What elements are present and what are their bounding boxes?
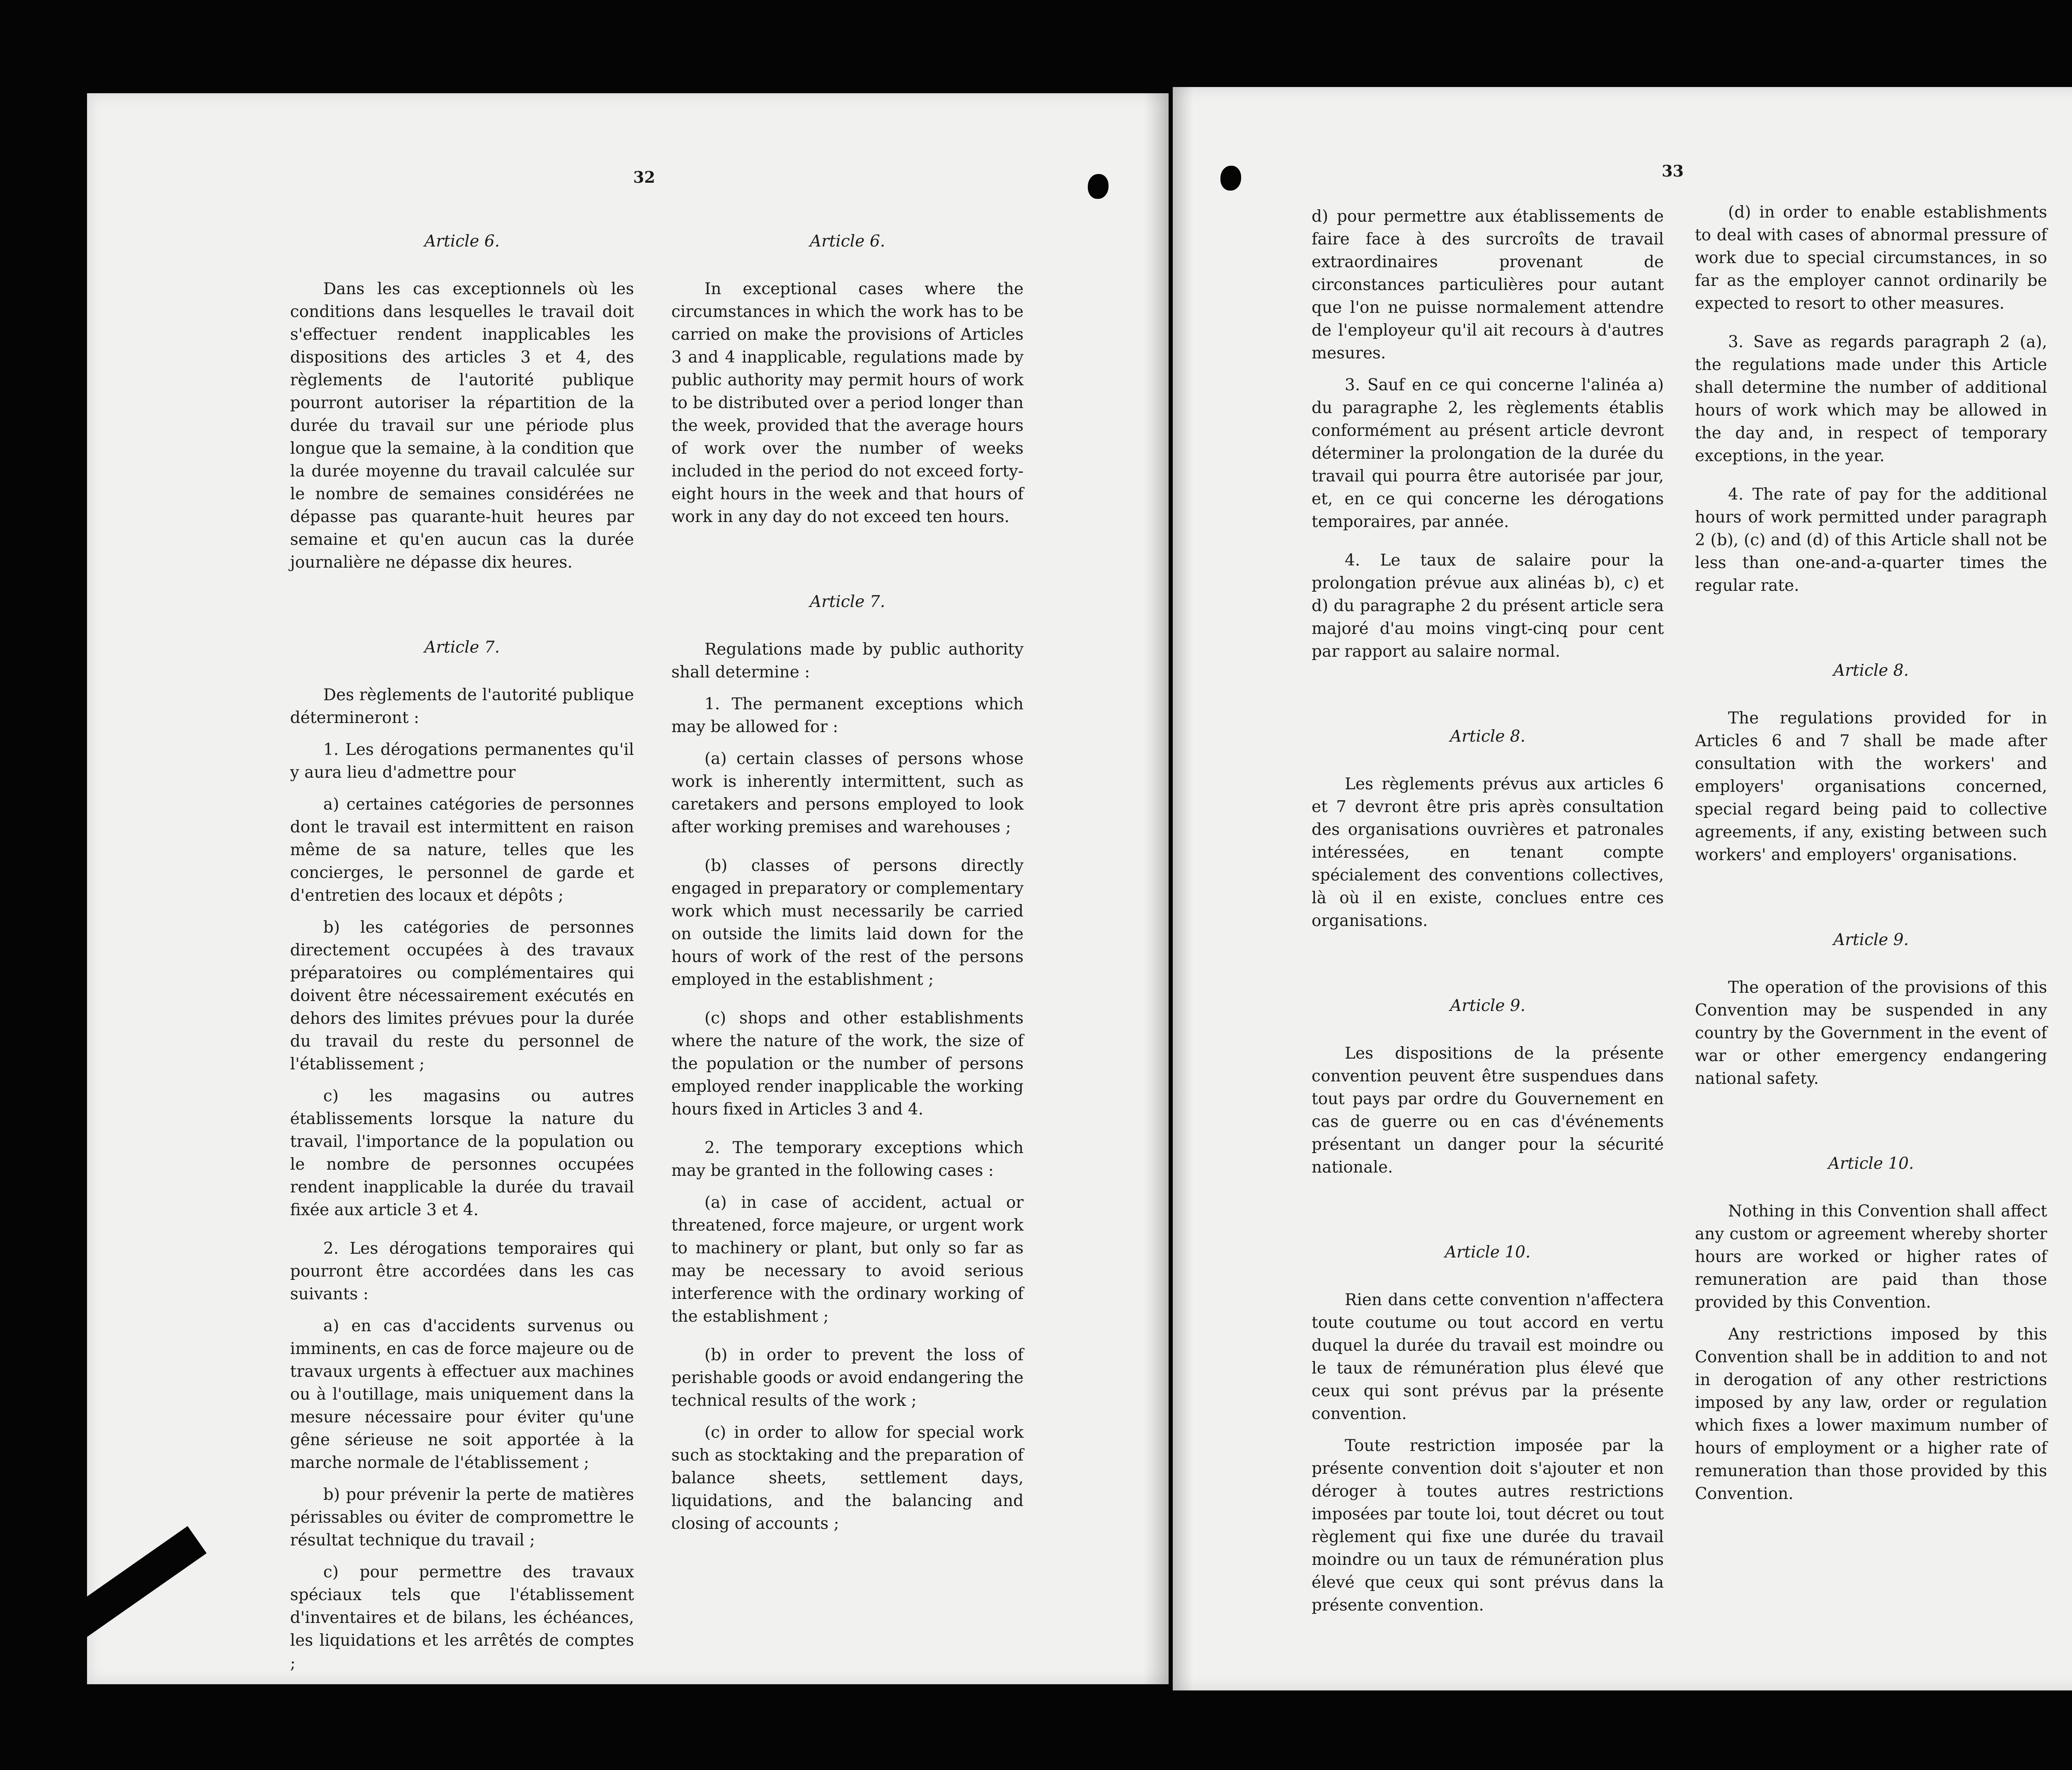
page-number-left: 32 [633, 168, 655, 186]
article-heading: Article 10. [1445, 1243, 1531, 1262]
english-column-right [1695, 201, 2047, 1514]
paragraph: 1. Les dérogations permanentes qu'il y aura lieu d'admettre pour [290, 740, 634, 782]
paragraph: Dans les cas exceptionnels où les conditions dans lesquelles le travail doit s'effectuer rendent inapplicables les dispositions des articles 3 et 4, des règlements de l'autorité publique pourront autoriser la répartition de la durée du travail sur une période plus longue que la semaine, à la condition que la durée moyenne du travail calculée sur le nombre de semaines considérées ne dépasse pas quarante-huit heures par semaine et qu'en aucun cas la durée journalière ne dépasse dix heures. [290, 280, 634, 572]
article-heading: Article 9. [1450, 996, 1525, 1015]
paragraph: (c) shops and other establishments where the nature of the work, the size of the population or the number of persons employed render inapplicable the working hours fixed in Articles 3 and 4. [671, 1009, 1024, 1119]
paragraph: b) les catégories de personnes directement occupées à des travaux préparatoires ou complémentaires qui doivent être nécessairement exécutés en dehors des limites prévues pour la durée du travail du reste du personnel de l'établissement ; [290, 918, 634, 1074]
left-page [87, 93, 1169, 1684]
paragraph: 3. Save as regards paragraph 2 (a), the regulations made under this Article shall determine the number of additional hours of work which may be allowed in the day and, in respect of temporary exceptions, in the year. [1695, 333, 2047, 465]
paragraph: a) certaines catégories de personnes dont le travail est intermittent en raison même de sa nature, telles que les concierges, le personnel de garde et d'entretien des locaux et dépôts ; [290, 795, 634, 905]
paragraph: (c) in order to allow for special work such as stocktaking and the preparation of balance sheets, settlement days, liquidations, and the balancing and closing of accounts ; [671, 1423, 1024, 1533]
paragraph: Nothing in this Convention shall affect any custom or agreement whereby shorter hours are worked or higher rates of remuneration are paid than those provided by this Convention. [1695, 1202, 2047, 1312]
paragraph: a) en cas d'accidents survenus ou imminents, en cas de force majeure ou de travaux urgents à effectuer aux machines ou à l'outillage, mais uniquement dans la mesure nécessaire pour éviter qu'une gêne sérieuse ne soit apportée à la marche normale de l'établissement ; [290, 1317, 634, 1472]
paragraph: 2. The temporary exceptions which may be granted in the following cases : [671, 1139, 1024, 1180]
article-heading: Article 10. [1828, 1154, 1914, 1173]
article-heading: Article 7. [424, 638, 500, 657]
article-heading: Article 8. [1450, 727, 1525, 746]
article-heading: Article 6. [810, 232, 885, 251]
paragraph: 1. The permanent exceptions which may be allowed for : [671, 695, 1024, 736]
paragraph: 3. Sauf en ce qui concerne l'alinéa a) du paragraphe 2, les règlements établis conformément au présent article devront déterminer la prolongation de la durée du travail qui pourra être autorisée par jour, et, en ce qui concerne les dérogations temporaires, par année. [1312, 376, 1664, 531]
paragraph: (b) classes of persons directly engaged in preparatory or complementary work which must necessarily be carried on outside the limits laid down for the hours of work of the rest of the persons employed in the establishment ; [671, 856, 1024, 989]
english-column-left [671, 230, 1024, 1544]
paragraph: The regulations provided for in Articles 6 and 7 shall be made after consultation with the workers' and employers' organisations concerned, special regard being paid to collective agreements, if any, existing between such workers' and employers' organisations. [1695, 709, 2047, 864]
paragraph: c) pour permettre des travaux spéciaux tels que l'établissement d'inventaires et de bilans, les échéances, les liquidations et les arrêtés de comptes ; [290, 1563, 634, 1673]
paragraph: In exceptional cases where the circumstances in which the work has to be carried on make the provisions of Articles 3 and 4 inapplicable, regulations made by public authority may permit hours of work to be distributed over a period longer than the week, provided that the average hours of work over the number of weeks included in the period do not exceed forty-eight hours in the week and that hours of work in any day do not exceed ten hours. [671, 280, 1024, 526]
paragraph: Toute restriction imposée par la présente convention doit s'ajouter et non déroger à toutes autres restrictions imposées par toute loi, tout décret ou tout règlement qui fixe une durée du travail moindre ou un taux de rémunération plus élevé que ceux qui sont prévus dans la présente convention. [1312, 1436, 1664, 1615]
paragraph: 4. Le taux de salaire pour la prolongation prévue aux alinéas b), c) et d) du paragraphe 2 du présent article sera majoré d'au moins vingt-cinq pour cent par rapport au salaire normal. [1312, 551, 1664, 661]
right-page [1173, 87, 2072, 1690]
paragraph: Des règlements de l'autorité publique détermineront : [290, 686, 634, 727]
gutter-shadow [1144, 93, 1169, 1684]
paragraph: c) les magasins ou autres établissements lorsque la nature du travail, l'importance de la population ou le nombre de personnes occupées rendent inapplicable la durée du travail fixée aux article 3 et 4. [290, 1087, 634, 1219]
french-column-left [290, 230, 634, 1684]
paragraph: (d) in order to enable establishments to deal with cases of abnormal pressure of work due to special circumstances, in so far as the employer cannot ordinarily be expected to resort to other measures. [1695, 203, 2047, 313]
paragraph: (a) in case of accident, actual or threatened, force majeure, or urgent work to machinery or plant, but only so far as may be necessary to avoid serious interference with the ordinary working of the establishment ; [671, 1193, 1024, 1326]
paragraph: The operation of the provisions of this Convention may be suspended in any country by the Government in the event of war or other emergency endangering national safety. [1695, 978, 2047, 1088]
binding-hole [1088, 174, 1109, 199]
paragraph: Rien dans cette convention n'affectera toute coutume ou tout accord en vertu duquel la durée du travail est moindre ou le taux de rémunération plus élevé que ceux qui sont prévus par la présente convention. [1312, 1291, 1664, 1423]
paragraph: 4. The rate of pay for the additional hours of work permitted under paragraph 2 (b), (c) and (d) of this Article shall not be less than one-and-a-quarter times the regular rate. [1695, 485, 2047, 595]
paragraph: (b) in order to prevent the loss of perishable goods or avoid endangering the technical results of the work ; [671, 1346, 1024, 1410]
paragraph: d) pour permettre aux établissements de faire face à des surcroîts de travail extraordinaires provenant de circonstances particulières pour autant que l'on ne puisse normalement attendre de l'employeur qu'il ait recours à d'autres mesures. [1312, 207, 1664, 363]
paragraph: b) pour prévenir la perte de matières périssables ou éviter de compromettre le résultat technique du travail ; [290, 1485, 634, 1550]
gutter-shadow [1173, 87, 1193, 1690]
paragraph: Regulations made by public authority shall determine : [671, 640, 1024, 682]
paragraph: Any restrictions imposed by this Convention shall be in addition to and not in derogation of any other restrictions imposed by any law, order or regulation which fixes a lower maximum number of hours of employment or a higher rate of remuneration than those provided by this Convention. [1695, 1325, 2047, 1503]
paragraph: 2. Les dérogations temporaires qui pourront être accordées dans les cas suivants : [290, 1239, 634, 1303]
article-heading: Article 8. [1833, 661, 1909, 680]
binding-hole [1220, 166, 1241, 191]
french-column-right [1312, 205, 1664, 1626]
page-fold-shadow [87, 1526, 207, 1643]
paragraph: Les règlements prévus aux articles 6 et 7 devront être pris après consultation des organisations ouvrières et patronales intéressées, en tenant compte spécialement des conventions collectives, là où il en existe, conclues entre ces organisations. [1312, 775, 1664, 930]
article-heading: Article 7. [810, 592, 885, 611]
paragraph: Les dispositions de la présente convention peuvent être suspendues dans tout pays par ordre du Gouvernement en cas de guerre ou en cas d'événements présentant un danger pour la sécurité nationale. [1312, 1044, 1664, 1177]
page-number-right: 33 [1662, 162, 1684, 180]
paragraph: (a) certain classes of persons whose work is inherently intermittent, such as caretakers and persons employed to look after working premises and warehouses ; [671, 750, 1024, 837]
article-heading: Article 9. [1833, 931, 1909, 949]
article-heading: Article 6. [424, 232, 500, 251]
